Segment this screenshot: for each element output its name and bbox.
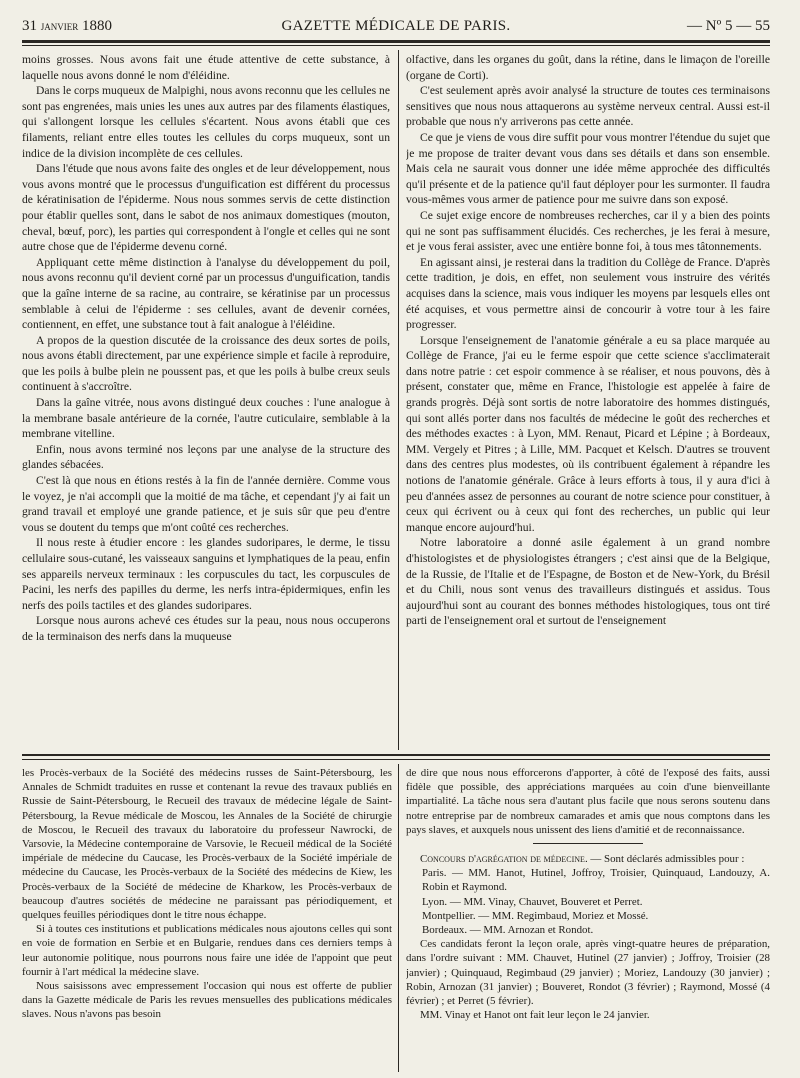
paragraph: Si à toutes ces institutions et publications médicales nous ajoutons celles qui sont en voie de formation en Serbie et en Bulgarie, rendues dans ces derniers temps à leur autonomie politique, nous pourrons nous faire une idée de l'appoint que peut fournir à l'art médical la médecine slave. <box>22 923 392 978</box>
paragraph: les Procès-verbaux de la Société des médecins russes de Saint-Pétersbourg, les Annales de Schmidt traduites en russe et contenant la revue des travaux publiés en Russie de Saint-Pétersbourg, le Recueil des travaux de médecine légale de Saint-Pétersbourg, la Revue médicale de Moscou, les Annales de la Société de chirurgie de Moscou, le Recueil des travaux du laboratoire du professeur Nawrocki, de Varsovie, la Médecine contemporaine de Varsovie, le Recueil médical de la Société impériale de médecine du Caucase, les Procès-verbaux de la Société impériale de médecine du Caucase, les Procès-verbaux de la Société des médecins de Kiew, les Procès-verbaux de la Société de médecine de Kharkow, les Procès-verbaux de beaucoup d'autres sociétés de médecine ne paraissant pas périodiquement, et quelques feuilles périodiques dont le titre nous échappe. <box>22 767 392 922</box>
paragraph: Dans l'étude que nous avons faite des ongles et de leur développement, nous vous avons montré que le processus d'unguification est différent du processus de kératinisation de l'épiderme. Nous nous sommes servis de cette distinction pour établir quelles sont, dans le sabot de nos animaux domestiques (mouton, cheval, bœuf, porc), les parties qui correspondent à l'ongle et celles qui ne sont autre chose que de l'épiderme devenu corné. <box>22 162 390 254</box>
section-rule-thin <box>22 759 770 760</box>
section-rule <box>22 754 770 756</box>
paragraph: Enfin, nous avons terminé nos leçons par une analyse de la structure des glandes sébacées. <box>22 442 390 472</box>
city-list-item: Lyon. — MM. Vinay, Chauvet, Bouveret et Perret. <box>422 895 643 908</box>
header-rule-thin <box>22 45 770 46</box>
news-column <box>406 766 770 1072</box>
last-paragraph: MM. Vinay et Hanot ont fait leur leçon le 24 janvier. <box>420 1009 650 1022</box>
paragraph: Il nous reste à étudier encore : les glandes sudoripares, le derme, le tissu cellulaire sous-cutané, les vaisseaux sanguins et lymphatiques de la peau, enfin ses appareils nerveux terminaux : les corpuscules du tact, les corpuscules de Pacini, les nerfs des papilles du derme, les nerfs intra-épidermiques, enfin les nerfs des poils tactiles et des glandes sudoripares. <box>22 536 390 612</box>
paragraph: Ce que je viens de vous dire suffit pour vous montrer l'étendue du sujet que je me propose de traiter devant vous dans ses détails et dans son ensemble. Mais cela ne saurait vous donner une idée même approchée des difficultés qu'il présente et de la patience qu'il faut déployer pour les surmonter. Il faudra vous-mêmes vous armer de patience pour me suivre dans son exposé. <box>406 130 770 207</box>
column-divider <box>398 50 399 750</box>
page-number: — Nº 5 — 55 <box>687 18 770 34</box>
header-rule <box>22 40 770 43</box>
paragraph: moins grosses. Nous avons fait une étude attentive de cette substance, à laquelle nous avons donné le nom d'éléidine. <box>22 53 390 82</box>
slavic-review-column <box>22 766 392 1072</box>
city-list-item: Bordeaux. — MM. Arnozan et Rondot. <box>422 924 594 937</box>
journal-title: GAZETTE MÉDICALE DE PARIS. <box>281 18 511 34</box>
paragraph: Dans la gaîne vitrée, nous avons distingué deux couches : l'une analogue à la membrane basale antérieure de la cornée, l'autre cuticulaire, semblable à la membrane vitelline. <box>22 396 390 441</box>
paragraph: Lorsque nous aurons achevé ces études sur la peau, nous nous occuperons de la terminaison des nerfs dans la muqueuse <box>22 614 390 643</box>
paragraph: Lorsque l'enseignement de l'anatomie générale a eu sa place marquée au Collège de France, j'ai eu le ferme espoir que cette science s'acclimaterait dans notre patrie : cet espoir commence à se réaliser, et nous pouvons, dès à présent, constater que, même en France, l'histologie est appelée à faire de grands progrès. Déjà sont sortis de notre laboratoire des hommes distingués, qui sont allés porter dans nos facultés de médecine le goût des recherches et des méthodes exactes : à Lyon, MM. Renaut, Picard et Lépine ; à Bordeaux, MM. Vergely et Pitres ; à Lille, MM. Pacquet et Kelsch. D'autres se trouvent dans des centres plus modestes, où ils contribuent également à répandre les notions de l'anatomie générale. Grâce à leurs efforts à tous, il y aura d'ici à peu d'années assez de personnes au courant de notre science pour constituer, à ceux qui écrivent ou à ceux qui font des recherches, un public qui leur manque encore aujourd'hui. <box>406 333 770 534</box>
paragraph: A propos de la question discutée de la croissance des deux sortes de poils, nous avons établi directement, par une expérience simple et facile à reproduire, que les poils à bulbe plein ne poussent pas, et que les poils à bulbe creux seuls continuent à s'accroître. <box>22 333 390 394</box>
issue-date: 31 janvier 1880 <box>22 18 112 34</box>
article-column-left <box>22 52 390 752</box>
review-intro: de dire que nous nous efforcerons d'apporter, à côté de l'exposé des faits, aussi fidèle que possible, des appréciations marquées au coin d'une bienveillante impartialité. La tâche nous sera d'autant plus facile que nous serons soutenu dans notre entreprise par de nombreux camarades et amis que nous comptons dans les pays slaves, et auxquels nous unissent des liens d'amitié et de reconnaissance. <box>406 767 770 836</box>
city-list-item: Paris. — MM. Hanot, Hutinel, Joffroy, Troisier, Quinquaud, Landouzy, A. Robin et Raymond. <box>422 867 770 894</box>
paragraph: Ce sujet exige encore de nombreuses recherches, car il y a bien des points qui ne sont pas suffisamment élucidés. Ces recherches, je les ferai à mesure, et je vous ferai assister, avec une entière bonne foi, à tous mes tâtonnements. <box>406 208 770 254</box>
paragraph: Nous saisissons avec empressement l'occasion qui nous est offerte de publier dans la Gazette médicale de Paris les revues mensuelles des publications médicales slaves. Nous n'avons pas besoin <box>22 980 392 1021</box>
paragraph: C'est seulement après avoir analysé la structure de toutes ces terminaisons sensitives que nous nous attaquerons au système nerveux central. Aussi est-il probable que nous n'y arriverons pas cette année. <box>406 84 770 129</box>
paragraph: Dans le corps muqueux de Malpighi, nous avons reconnu que les cellules ne sont pas engrenées, mais unies les unes aux autres par des filaments élastiques, qui s'allongent lorsque les cellules s'écartent. Nous avons établi que ces filaments, reliant entre elles toutes les cellules du corps muqueux, sont un indice de la division incomplète de ces cellules. <box>22 84 390 160</box>
concours-heading: Concours d'agrégation de médecine. — Sont déclarés admissibles pour : <box>420 853 745 866</box>
paragraph: En agissant ainsi, je resterai dans la tradition du Collège de France. D'après cette tradition, je dois, en effet, non seulement vous instruire des vérités acquises dans la science, mais vous indiquer les moyens par lesquels elles ont été acquises, et vous permettre ainsi de concourir à votre tour à les faire progresser. <box>406 255 770 332</box>
paragraph: olfactive, dans les organes du goût, dans la rétine, dans le limaçon de l'oreille (organe de Corti). <box>406 53 770 82</box>
schedule-paragraph: Ces candidats feront la leçon orale, après vingt-quatre heures de préparation, dans l'ordre suivant : MM. Chauvet, Hutinel (27 janvier) ; Joffroy, Troisier (28 janvier) ; Quinquaud, Regimbaud (29 janvier) ; Moriez, Landouzy (30 janvier) ; Robin, Arnozan (31 janvier) ; Bouveret, Rondot (3 février) ; Raymond, Mossé (4 février) ; et Perret (5 février). <box>406 938 770 1008</box>
page-header <box>22 14 770 38</box>
paragraph: Notre laboratoire a donné asile également à un grand nombre d'histologistes et de physiologistes étrangers ; c'est ainsi que de la Belgique, de la Russie, de l'Italie et de l'Espagne, de Boston et de New-York, du Brésil et du Chili, nous sont venus des travailleurs distingués et assidus. Tous aujourd'hui sont au courant des bonnes méthodes histologiques, tous ont tiré parti de l'enseignement oral et surtout de l'enseignement <box>406 536 770 628</box>
city-list-item: Montpellier. — MM. Regimbaud, Moriez et Mossé. <box>422 909 649 922</box>
paragraph: Appliquant cette même distinction à l'analyse du développement du poil, nous avons reconnu qu'il devient corné par un processus d'unguification, tandis que la gaîne interne de sa racine, au contraire, se kératinise par un processus semblable à celui de l'épiderme : ses cellules, avant de devenir cornées, contiennent, en effet, une substance tout à fait analogue à l'éléidine. <box>22 255 390 332</box>
lower-column-divider <box>398 764 399 1072</box>
article-column-right <box>406 52 770 752</box>
paragraph: C'est là que nous en étions restés à la fin de l'année dernière. Comme vous le voyez, je n'ai accompli que la moitié de ma tâche, et cependant j'y ai fait un grand travail et employé une grande patience, et je suis sûr que peu d'entre vous se doutent du temps que m'ont coûté ces recherches. <box>22 474 390 534</box>
short-divider <box>533 843 643 844</box>
